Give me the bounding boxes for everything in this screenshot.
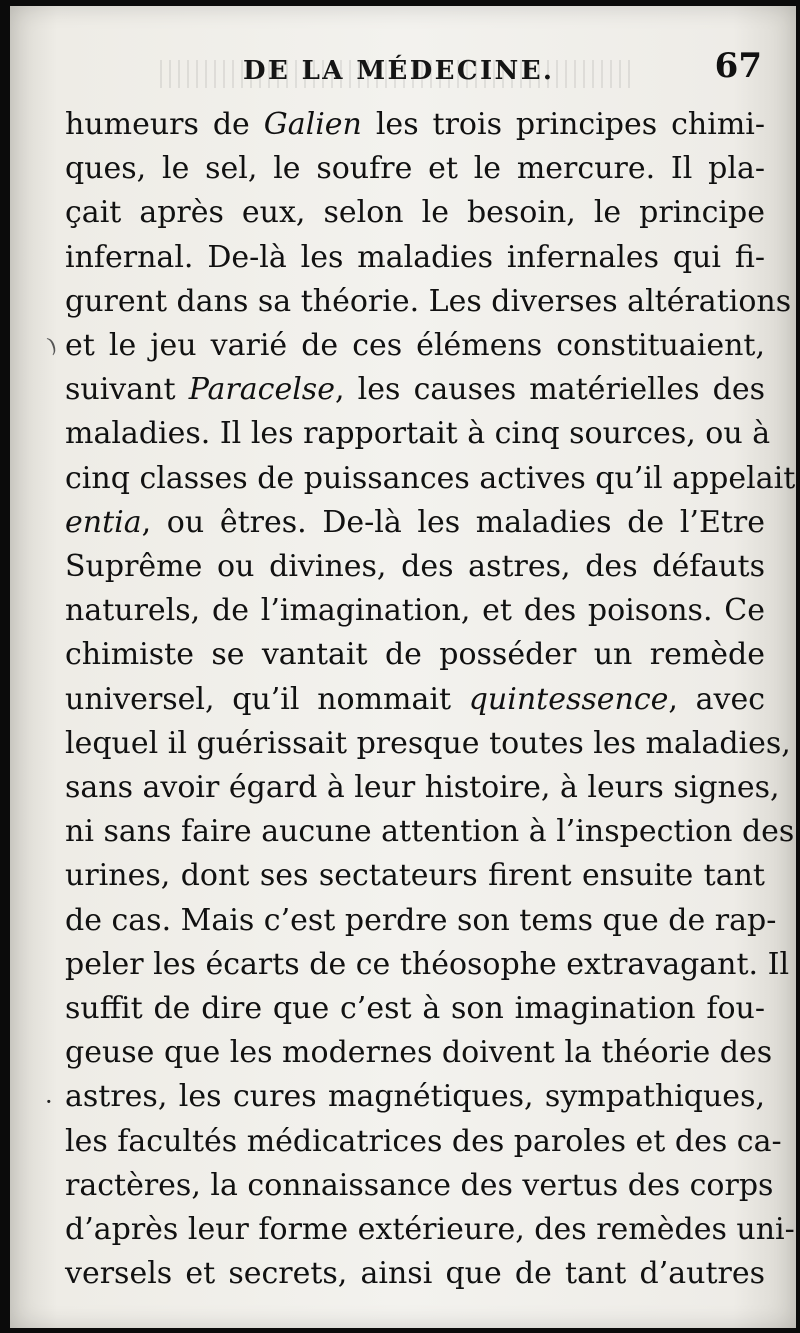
text-line (65, 942, 790, 988)
page-number: 67 (714, 46, 762, 86)
italic-text-run: entia (65, 504, 142, 540)
text-line (65, 809, 795, 855)
text-run: astres, les cures magnétiques, sympathiques, (65, 1079, 765, 1115)
italic-text-run: Galien (263, 107, 362, 142)
text-line (65, 190, 765, 236)
text-line (65, 1074, 765, 1120)
text-run: çait après eux, selon le besoin, le principe (65, 195, 765, 231)
text-run: lequel il guérissait presque toutes les maladies, (65, 725, 791, 761)
text-run: , ou êtres. De-là les maladies de l’Etre (141, 504, 765, 540)
text-line (65, 632, 765, 678)
text-run: d’après leur forme extérieure, des remèdes uni- (65, 1212, 795, 1247)
text-run: versels et secrets, ainsi que de tant d’autres (65, 1256, 765, 1292)
text-line (65, 146, 765, 192)
text-run: urines, dont ses sectateurs firent ensuite tant (65, 858, 765, 894)
text-run: humeurs de (65, 107, 264, 142)
text-line (65, 323, 765, 369)
text-line (65, 235, 765, 281)
italic-text-run: Paracelse (188, 372, 335, 408)
text-line (65, 721, 791, 767)
text-line (65, 986, 765, 1032)
page-header (50, 38, 770, 102)
text-line (65, 102, 765, 148)
text-line (65, 411, 771, 457)
book-page (10, 6, 796, 1328)
text-run: cinq classes de puissances actives qu’il appelait (65, 460, 796, 496)
margin-mark: ) (44, 332, 60, 358)
text-line (65, 588, 765, 634)
text-run: geuse que les modernes doivent la théorie des (65, 1035, 773, 1071)
text-line (65, 853, 765, 899)
text-line (65, 1207, 795, 1253)
text-run: sans avoir égard à leur histoire, à leurs signes, (65, 770, 780, 805)
italic-text-run: quintessence (468, 681, 669, 717)
text-line (65, 898, 777, 944)
text-line (65, 279, 792, 325)
text-run: suffit de dire que c’est à son imagination fou- (65, 991, 765, 1026)
text-line (65, 1251, 765, 1297)
text-line (65, 765, 780, 811)
text-line (65, 1030, 773, 1076)
text-line (65, 367, 765, 413)
text-run: de cas. Mais c’est perdre son tems que de rap- (65, 902, 777, 938)
text-line (65, 456, 796, 502)
text-run: peler les écarts de ce théosophe extravagant. Il (65, 946, 790, 982)
text-run: , les causes matérielles des (334, 372, 765, 408)
text-run: gurent dans sa théorie. Les diverses altérations (65, 283, 792, 319)
text-line (65, 677, 765, 723)
text-run: maladies. Il les rapportait à cinq sources, ou à (65, 416, 771, 452)
text-run: et le jeu varié de ces élémens constituaient, (65, 328, 765, 363)
text-run: infernal. De-là les maladies infernales qui fi- (65, 239, 765, 275)
margin-dot: · (45, 1088, 53, 1116)
text-line (65, 1119, 782, 1165)
text-run: universel, qu’il nommait (65, 681, 469, 717)
text-line (65, 1163, 774, 1209)
text-run: ni sans faire aucune attention à l’inspection des (65, 814, 795, 850)
text-run: les facultés médicatrices des paroles et des ca- (65, 1123, 782, 1159)
running-title: DE LA MÉDECINE. (243, 56, 555, 86)
text-run: suivant (65, 372, 189, 408)
text-run: naturels, de l’imagination, et des poisons. Ce (65, 593, 765, 629)
text-run: chimiste se vantait de posséder un remède (65, 637, 765, 673)
text-run: ractères, la connaissance des vertus des corps (65, 1167, 774, 1203)
text-run: , avec (668, 681, 766, 717)
text-line (65, 544, 765, 590)
text-run: les trois principes chimi- (361, 107, 765, 142)
text-run: ques, le sel, le soufre et le mercure. Il pla- (65, 151, 765, 187)
text-line (65, 500, 765, 546)
text-run: Suprême ou divines, des astres, des défauts (65, 549, 765, 584)
